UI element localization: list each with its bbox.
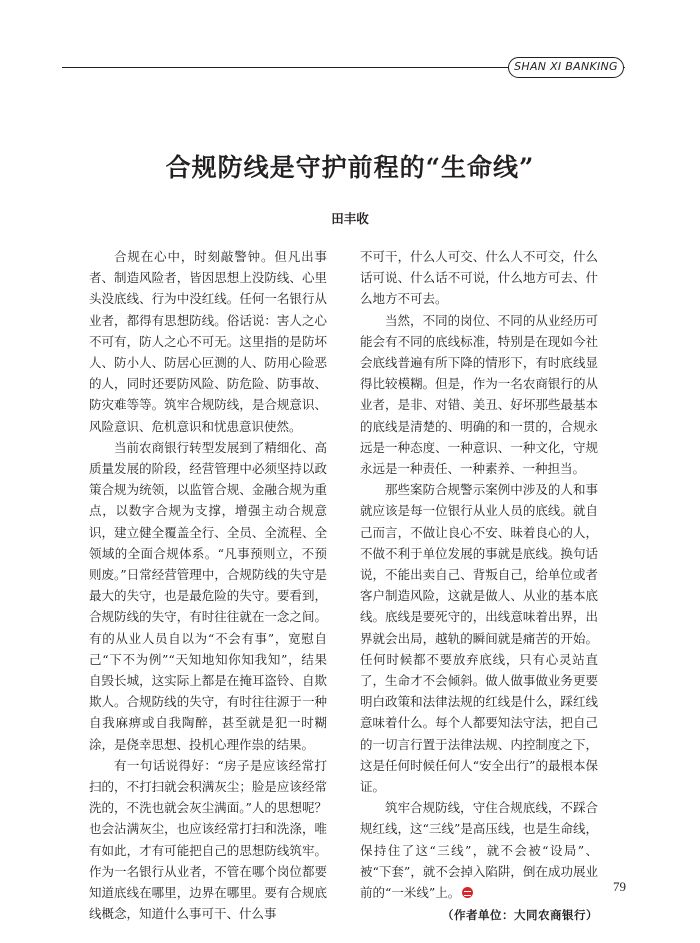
article-author: 田丰收 — [331, 211, 369, 226]
paragraph: 当前农商银行转型发展到了精细化、高质量发展的阶段，经营管理中必须坚持以政策合规为统领，以监管合规、金融合规为重点，以数字合规为支撑，增强主动合规意识，建立健全覆盖全行、全员、全流程、全领域的全面合规体系。“凡事预则立，不预则废。”日常经营管理中，合规防线的失守是最大的失守，也是最危险的失守。要看到，合规防线的失守，有时往往就在一念之间。有的从业人员自以为“不会有事”，宽慰自己“下不为例”“天知地知你知我知”，结果自毁长城，这实际上都是在掩耳盗铃、自欺欺人。合规防线的失守，有时往往源于一种自我麻痹或自我陶醉，甚至就是犯一时糊涂，是侥幸思想、投机心理作祟的结果。 — [89, 439, 327, 752]
author-affiliation: （作者单位：大同农商银行） — [442, 908, 598, 923]
end-of-article-icon — [462, 887, 473, 898]
paragraph: 合规在心中，时刻敲警钟。但凡出事者、制造风险者，皆因思想上没防线、心里头没底线、行为中没红线。任何一名银行从业者，都得有思想防线。俗话说：害人之心不可有，防人之心不可无。这里指的是防坏人、防小人、防居心叵测的人、防用心险恶的人，同时还要防风险、防危险、防事故、防灾难等等。筑牢合规防线，是合规意识、风险意识、危机意识和忧患意识使然。 — [89, 249, 327, 434]
paragraph-text: 筑牢合规防线，守住合规底线，不踩合规红线，这“三线”是高压线，也是生命线，保持住了这“三线”，就不会被“设局”、被“下套”，就不会掉入陷阱，倒在成功展业前的“一米线”上。 — [360, 800, 598, 901]
page-number: 79 — [613, 879, 626, 894]
right-column — [360, 246, 598, 927]
article-title: 合规防线是守护前程的“生命线” — [165, 153, 535, 182]
paragraph: 那些案防合规警示案例中涉及的人和事就应该是每一位银行从业人员的底线。就自己而言，不做让良心不安、昧着良心的人，不做不利于单位发展的事就是底线。换句话说，不能出卖自己、背叛自己，给单位或者客户制造风险，这就是做人、从业的基本底线。底线是要死守的，出线意味着出界，出界就会出局，越轨的瞬间就是痛苦的开始。任何时候都不要放弃底线，只有心灵站直了，生命才不会倾斜。做人做事做业务更要明白政策和法律法规的红线是什么，踩红线意味着什么。每个人都要知法守法，把自己的一切言行置于法律法规、内控制度之下，这是任何时候任何人“安全出行”的最根本保证。 — [360, 482, 598, 795]
paragraph-continuation: 不可干，什么人可交、什么人不可交，什么话可说、什么话不可说，什么地方可去、什么地方不可去。 — [360, 249, 598, 307]
section-tag: SHAN XI BANKING — [508, 57, 624, 78]
paragraph: 有一句话说得好：“房子是应该经常打扫的，不打扫就会积满灰尘；脸是应该经常洗的，不洗也就会灰尘满面。”人的思想呢？也会沾满灰尘，也应该经常打扫和洗涤，唯有如此，才有可能把自己的思想防线筑牢。作为一名银行从业者，不管在哪个岗位都要知道底线在哪里，边界在哪里。要有合规底线概念，知道什么事可干、什么事 — [89, 757, 327, 922]
paragraph: 当然，不同的岗位、不同的从业经历可能会有不同的底线标准，特别是在现如今社会底线普遍有所下降的情形下，有时底线显得比较模糊。但是，作为一名农商银行的从业者，是非、对错、美丑、好坏那些最基本的底线是清楚的、明确的和一贯的，合规永远是一种态度、一种意识、一种文化，守规永远是一种责任、一种素养、一种担当。 — [360, 312, 598, 477]
left-column — [89, 246, 327, 925]
paragraph-final — [360, 797, 598, 903]
